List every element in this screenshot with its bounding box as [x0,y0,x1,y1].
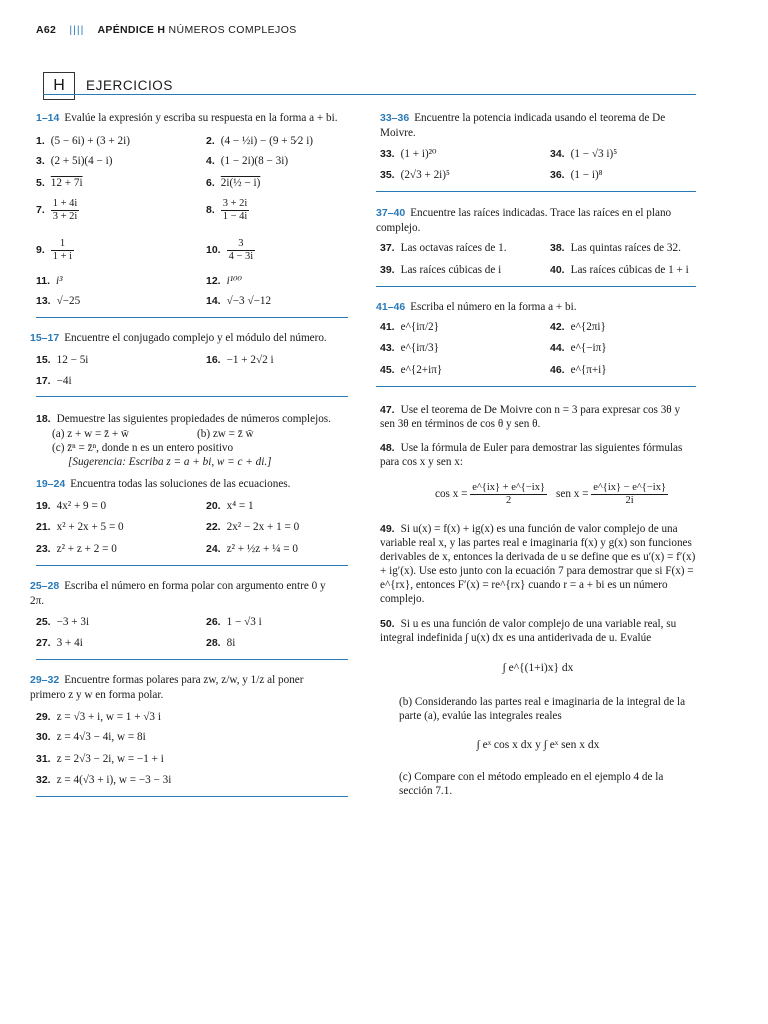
exercise-5: 5. 12 + 7i [36,177,83,189]
exercise-27: 27. 3 + 4i [36,637,83,649]
exercise-18a: (a) z + w = z̄ + w̄ [52,428,130,440]
integrals-b: ∫ eˣ cos x dx y ∫ eˣ sen x dx [476,739,600,751]
exercise-31: 31. z = 2√3 − 2i, w = −1 + i [36,753,164,765]
exercise-10: 10. $\frac{3}{4 - 3i}$ [206,238,254,262]
exercise-18: 18. Demuestre las siguientes propiedades de números complejos. [36,413,331,425]
section-divider [36,565,348,566]
instruction-text: Evalúe la expresión y escriba su respuesta en la forma a + bi. [64,112,338,124]
exercise-49: 49. Si u(x) = f(x) + ig(x) es una función de valor complejo de una variable real x, y las partes real e imaginaria f(x) y g(x) son funciones derivables de x, entonces la derivada de u se define que es u′(x) = f′(x) + ig′(x). Use esto junto con la ecuación 7 para demostrar que si F(x) = e^{rx}, entonces F′(x) = re^{rx} cuando r = a + bi es un número complejo. [380,523,696,605]
exercise-42: 42. e^{2πi} [550,321,606,333]
instructions-25-28: 25–28 Escriba el número en forma polar con argumento entre 0 y 2π. [30,580,326,607]
appendix-title: NÚMEROS COMPLEJOS [168,24,297,36]
instructions-37-40: 37–40 Encuentre las raíces indicadas. Trace las raíces en el plano complejo. [376,207,672,234]
exercise-40: 40. Las raíces cúbicas de 1 + i [550,264,689,276]
exercise-50c: (c) Compare con el método empleado en el ejemplo 4 de la sección 7.1. [399,771,664,797]
exercise-3: 3. (2 + 5i)(4 − i) [36,155,113,167]
exercise-23: 23. z² + z + 2 = 0 [36,543,117,555]
section-divider [36,317,348,318]
instructions-29-32: 29–32 Encuentre formas polares para zw, z/w, y 1/z al poner primero z y w en forma polar. [30,674,304,701]
exercise-4: 4. (1 − 2i)(8 − 3i) [206,155,289,167]
exercise-20: 20. x⁴ = 1 [206,500,254,512]
exercise-36: 36. (1 − i)⁸ [550,169,603,181]
exercise-38: 38. Las quintas raíces de 32. [550,242,681,254]
instructions-33-36: 33–36 Encuentre la potencia indicada usando el teorema de De Moivre. [380,112,666,139]
exercise-1: 1. (5 − 6i) + (3 + 2i) [36,135,130,147]
appendix-label: APÉNDICE H [97,24,166,36]
exercise-11: 11. i³ [36,275,63,287]
exercise-33: 33. (1 + i)²⁰ [380,148,437,160]
exercise-30: 30. z = 4√3 − 4i, w = 8i [36,731,146,743]
section-divider [36,796,348,797]
exercise-16: 16. −1 + 2√2 i [206,354,274,366]
exercise-50b: (b) Considerando las partes real e imaginaria de la integral de la parte (a), evalúe las integrales reales [399,696,686,722]
instructions-1-14 [36,111,356,126]
exercise-22: 22. 2x² − 2x + 1 = 0 [206,521,300,533]
exercise-48: 48. Use la fórmula de Euler para demostrar las siguientes fórmulas para cos x y sen x: [380,442,683,468]
section-rule [43,94,696,95]
cos-formula: cos x = $\frac{e\^{}\{ix\} + e\^{}\{-ix\}}{2}$ [435,482,545,506]
exercise-32: 32. z = 4(√3 + i), w = −3 − 3i [36,774,172,786]
exercise-2: 2. (4 − ½i) − (9 + 5⁄2 i) [206,135,314,147]
section-title: EJERCICIOS [86,78,174,93]
exercise-18c: (c) z̄ⁿ = z̄ⁿ, donde n es un entero positivo [52,442,234,454]
exercise-46: 46. e^{π+i} [550,364,607,376]
exercise-37: 37. Las octavas raíces de 1. [380,242,507,254]
exercise-28: 28. 8i [206,637,236,649]
instructions-41-46: 41–46 Escriba el número en la forma a + bi. [376,301,577,313]
exercise-15: 15. 12 − 5i [36,354,89,366]
exercise-39: 39. Las raíces cúbicas de i [380,264,502,276]
exercise-8: 8. $\frac{3 + 2i}{1 - 4i}$ [206,198,248,222]
exercise-7: 7. $\frac{1 + 4i}{3 + 2i}$ [36,198,78,222]
exercise-25: 25. −3 + 3i [36,616,90,628]
section-divider [376,191,696,192]
exercise-21: 21. x² + 2x + 5 = 0 [36,521,124,533]
exercise-18b: (b) zw = z̄ w̄ [197,428,254,440]
exercise-9: 9. $\frac{1}{1 + i}$ [36,238,73,262]
exercise-45: 45. e^{2+iπ} [380,364,443,376]
exercise-35: 35. (2√3 + 2i)⁵ [380,169,450,181]
section-divider [36,659,348,660]
header-bars: |||| [69,24,85,36]
sen-formula: sen x = $\frac{e\^{}\{ix\} - e\^{}\{-ix\}}{2i}$ [556,482,666,506]
exercise-26: 26. 1 − √3 i [206,616,262,628]
instructions-15-17: 15–17 Encuentre el conjugado complejo y el módulo del número. [30,332,327,344]
exercise-6: 6. 2i(½ − i) [206,177,261,189]
section-letter-box: H [43,72,75,100]
exercise-43: 43. e^{iπ/3} [380,342,440,354]
instructions-19-24: 19–24 Encuentra todas las soluciones de las ecuaciones. [36,478,291,490]
exercise-47: 47. Use el teorema de De Moivre con n = 3 para expresar cos 3θ y sen 3θ en términos de cos θ y sen θ. [380,404,681,430]
exercise-13: 13. √−25 [36,295,81,307]
section-divider [376,286,696,287]
section-divider [376,386,696,387]
exercise-19: 19. 4x² + 9 = 0 [36,500,107,512]
exercise-14: 14. √−3 √−12 [206,295,272,307]
exercise-18-hint: [Sugerencia: Escriba z = a + bi, w = c + di.] [68,456,272,468]
page-number: A62 [36,24,57,36]
exercise-12: 12. i¹⁰⁰ [206,275,243,287]
exercise-41: 41. e^{iπ/2} [380,321,440,333]
exercise-17: 17. −4i [36,375,72,387]
exercise-29: 29. z = √3 + i, w = 1 + √3 i [36,711,161,723]
exercise-44: 44. e^{−iπ} [550,342,607,354]
running-header [36,24,297,36]
exercise-34: 34. (1 − √3 i)⁵ [550,148,618,160]
range-label: 1–14 [36,112,60,124]
section-divider [36,396,348,397]
exercise-24: 24. z² + ½z + ¼ = 0 [206,543,298,555]
exercise-50: 50. Si u es una función de valor complejo de una variable real, su integral indefinida ∫ u(x) dx es una antiderivada de u. Evalúe [380,618,677,644]
integral-a: ∫ e^{(1+i)x} dx [502,662,574,674]
